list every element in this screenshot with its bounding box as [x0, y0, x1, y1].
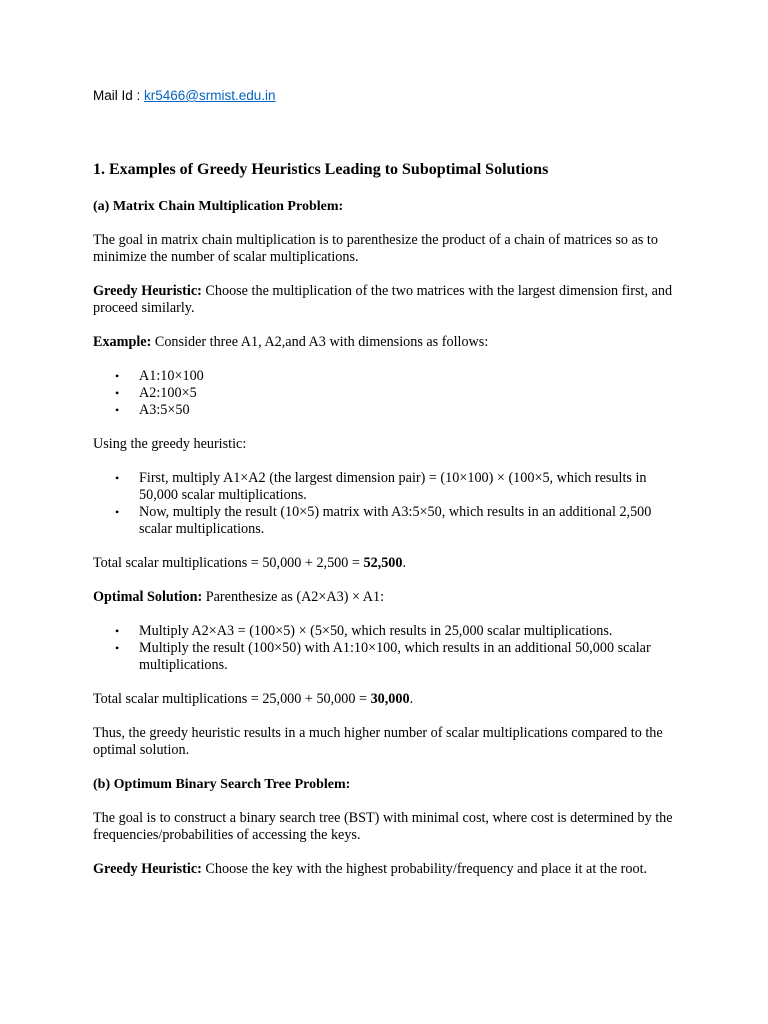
- list-item: • A2:100×5: [139, 385, 683, 402]
- greedy-label: Greedy Heuristic:: [93, 283, 202, 299]
- list-item: • A1:10×100: [139, 368, 683, 385]
- bst-greedy-label: Greedy Heuristic:: [93, 861, 202, 877]
- optimal-total-prefix: Total scalar multiplications = 25,000 + 50,000 =: [93, 691, 371, 707]
- using-greedy-paragraph: Using the greedy heuristic:: [93, 436, 247, 452]
- example-label: Example:: [93, 334, 152, 350]
- bst-greedy-paragraph: [93, 861, 683, 878]
- list-item: • Multiply the result (100×50) with A1:10×100, which results in an additional 50,000 scalar multiplications.: [139, 640, 683, 674]
- document-body: [93, 160, 683, 895]
- mail-link[interactable]: kr5466@srmist.edu.in: [144, 88, 276, 103]
- list-item: • A3:5×50: [139, 402, 683, 419]
- optimal-steps-list: [93, 623, 683, 674]
- optimal-text: Parenthesize as (A2×A3) × A1:: [202, 589, 385, 605]
- bst-greedy-text: Choose the key with the highest probability/frequency and place it at the root.: [201, 861, 648, 877]
- subsection-b-title: (b) Optimum Binary Search Tree Problem:: [93, 777, 351, 792]
- greedy-steps-list: [93, 470, 683, 538]
- optimal-label: Optimal Solution:: [93, 589, 203, 605]
- mail-label: Mail Id :: [93, 88, 141, 103]
- example-text: Consider three A1, A2,and A3 with dimensions as follows:: [151, 334, 489, 350]
- matrix-goal-paragraph: The goal in matrix chain multiplication is to parenthesize the product of a chain of matrices so as to minimize the number of scalar multiplications.: [93, 232, 658, 265]
- optimal-total-value: 30,000: [370, 691, 410, 707]
- conclusion-paragraph: Thus, the greedy heuristic results in a much higher number of scalar multiplications compared to the optimal solution.: [93, 725, 663, 758]
- greedy-total-value: 52,500: [363, 555, 403, 571]
- list-item: • First, multiply A1×A2 (the largest dimension pair) = (10×100) × (100×5, which results in 50,000 scalar multiplications.: [139, 470, 683, 504]
- list-item: • Now, multiply the result (10×5) matrix with A3:5×50, which results in an additional 2,500 scalar multiplications.: [139, 504, 683, 538]
- mail-id-line: [93, 88, 276, 103]
- optimal-paragraph: [93, 589, 683, 606]
- list-item: • Multiply A2×A3 = (100×5) × (5×50, which results in 25,000 scalar multiplications.: [139, 623, 683, 640]
- greedy-total-suffix: .: [402, 555, 407, 571]
- greedy-total-prefix: Total scalar multiplications = 50,000 + 2,500 =: [93, 555, 364, 571]
- optimal-total-suffix: .: [409, 691, 414, 707]
- section-title: 1. Examples of Greedy Heuristics Leading to Suboptimal Solutions: [93, 161, 549, 178]
- greedy-total-paragraph: [93, 555, 683, 572]
- dimensions-list: [93, 368, 683, 419]
- optimal-total-paragraph: [93, 691, 683, 708]
- example-paragraph: [93, 334, 683, 351]
- subsection-a-title: (a) Matrix Chain Multiplication Problem:: [93, 199, 344, 214]
- greedy-text: Choose the multiplication of the two matrices with the largest dimension first, and proceed similarly.: [93, 283, 673, 316]
- bst-goal-paragraph: The goal is to construct a binary search tree (BST) with minimal cost, where cost is determined by the frequencies/probabilities of accessing the keys.: [93, 810, 673, 843]
- matrix-greedy-paragraph: [93, 283, 683, 317]
